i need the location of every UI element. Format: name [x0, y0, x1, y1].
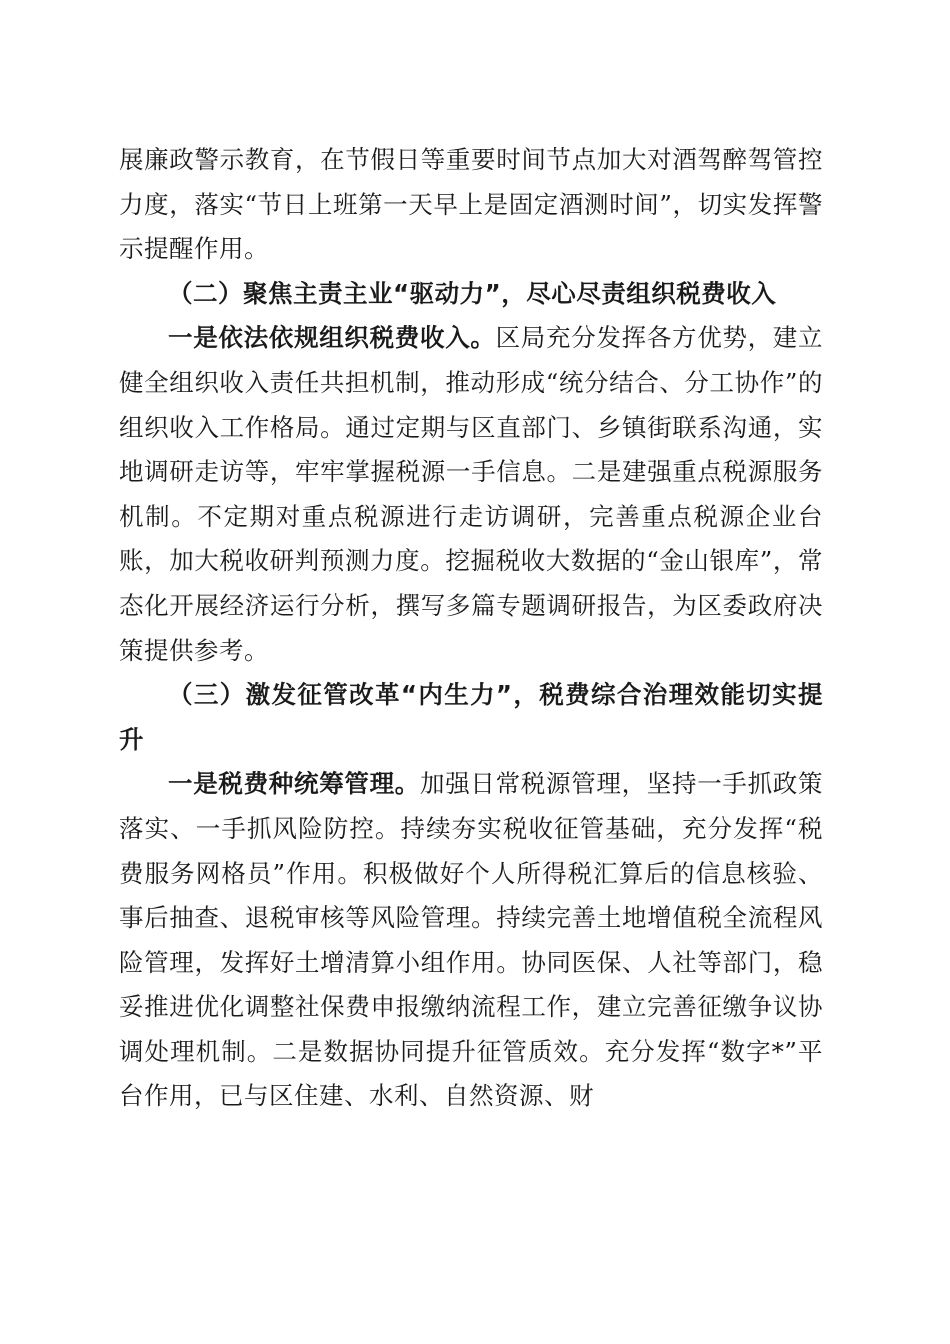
paragraph-lead: 一是税费种统筹管理。 — [168, 769, 420, 799]
paragraph-tax-management — [119, 762, 823, 1119]
paragraph-body: 加强日常税源管理，坚持一手抓政策落实、一手抓风险防控。持续夯实税收征管基础，充分发挥“税费服务网格员”作用。积极做好个人所得税汇算后的信息核验、事后抽查、退税审核等风险管理。持续完善土地增值税全流程风险管理，发挥好土增清算小组作用。协同医保、人社等部门，稳妥推进优化调整社保费申报缴纳流程工作，建立完善征缴争议协调处理机制。二是数据协同提升征管质效。充分发挥“数字*”平台作用，已与区住建、水利、自然资源、财 — [119, 769, 823, 1111]
section-heading-2: （二）聚焦主责主业“驱动力”，尽心尽责组织税费收入 — [168, 278, 777, 308]
paragraph-lead: 一是依法依规组织税费收入。 — [168, 323, 496, 353]
section-heading-3: （三）激发征管改革“内生力”，税费综合治理效能切实提升 — [119, 680, 823, 754]
paragraph-body: 区局充分发挥各方优势，建立健全组织收入责任共担机制，推动形成“统分结合、分工协作”的组织收入工作格局。通过定期与区直部门、乡镇街联系沟通，实地调研走访等，牢牢掌握税源一手信息。二是建强重点税源服务机制。不定期对重点税源进行走访调研，完善重点税源企业台账，加大税收研判预测力度。挖掘税收大数据的“金山银库”，常态化开展经济运行分析，撰写多篇专题调研报告，为区委政府决策提供参考。 — [119, 323, 824, 665]
document-page — [119, 138, 823, 1119]
paragraph-tax-collection — [119, 316, 823, 673]
paragraph-warning-education: 展廉政警示教育，在节假日等重要时间节点加大对酒驾醉驾管控力度，落实“节日上班第一天早上是固定酒测时间”，切实发挥警示提醒作用。 — [119, 145, 823, 264]
